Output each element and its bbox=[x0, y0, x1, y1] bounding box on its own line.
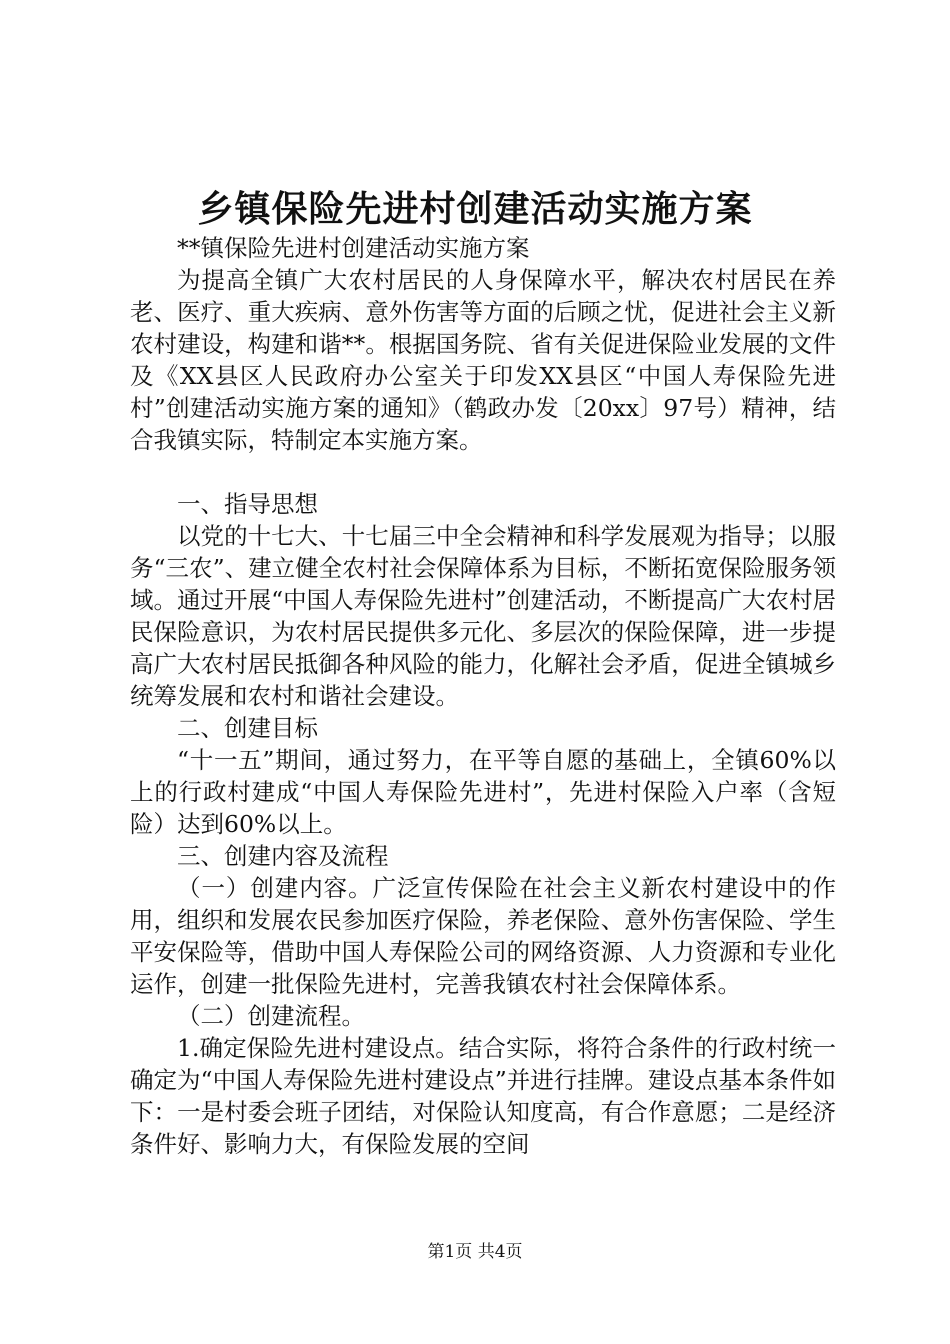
document-body bbox=[130, 232, 836, 1160]
subheading-process: （二）创建流程。 bbox=[177, 1002, 365, 1030]
body-paragraph-process-1: 1.确定保险先进村建设点。结合实际，将符合条件的行政村统一确定为“中国人寿保险先进村建设点”并进行挂牌。建设点基本条件如下：一是村委会班子团结，对保险认知度高，有合作意愿；二是经济条件好、影响力大，有保险发展的空间 bbox=[130, 1034, 836, 1158]
section-heading-guiding-ideology: 一、指导思想 bbox=[177, 490, 318, 518]
section-heading-content-process: 三、创建内容及流程 bbox=[177, 842, 389, 870]
document-title: 乡镇保险先进村创建活动实施方案 bbox=[197, 188, 753, 230]
body-paragraph-goals: “十一五”期间，通过努力，在平等自愿的基础上，全镇60%以上的行政村建成“中国人寿保险先进村”，先进村保险入户率（含短险）达到60%以上。 bbox=[130, 746, 836, 838]
body-paragraph-intro: 为提高全镇广大农村居民的人身保障水平，解决农村居民在养老、医疗、重大疾病、意外伤害等方面的后顾之忧，促进社会主义新农村建设，构建和谐**。根据国务院、省有关促进保险业发展的文件及《XX县区人民政府办公室关于印发XX县区“中国人寿保险先进村”创建活动实施方案的通知》（鹤政办发〔20xx〕97号）精神，结合我镇实际，特制定本实施方案。 bbox=[130, 266, 836, 454]
body-paragraph-guiding-ideology: 以党的十七大、十七届三中全会精神和科学发展观为指导；以服务“三农”、建立健全农村社会保障体系为目标，不断拓宽保险服务领域。通过开展“中国人寿保险先进村”创建活动，不断提高广大农村居民保险意识，为农村居民提供多元化、多层次的保险保障，进一步提高广大农村居民抵御各种风险的能力，化解社会矛盾，促进全镇城乡统筹发展和农村和谐社会建设。 bbox=[130, 522, 836, 710]
page-number-footer: 第1页 共4页 bbox=[427, 1242, 523, 1262]
body-subtitle: **镇保险先进村创建活动实施方案 bbox=[177, 234, 530, 262]
section-heading-goals: 二、创建目标 bbox=[177, 714, 318, 742]
body-paragraph-content: （一）创建内容。广泛宣传保险在社会主义新农村建设中的作用，组织和发展农民参加医疗保险，养老保险、意外伤害保险、学生平安保险等，借助中国人寿保险公司的网络资源、人力资源和专业化运作，创建一批保险先进村，完善我镇农村社会保障体系。 bbox=[130, 874, 836, 998]
